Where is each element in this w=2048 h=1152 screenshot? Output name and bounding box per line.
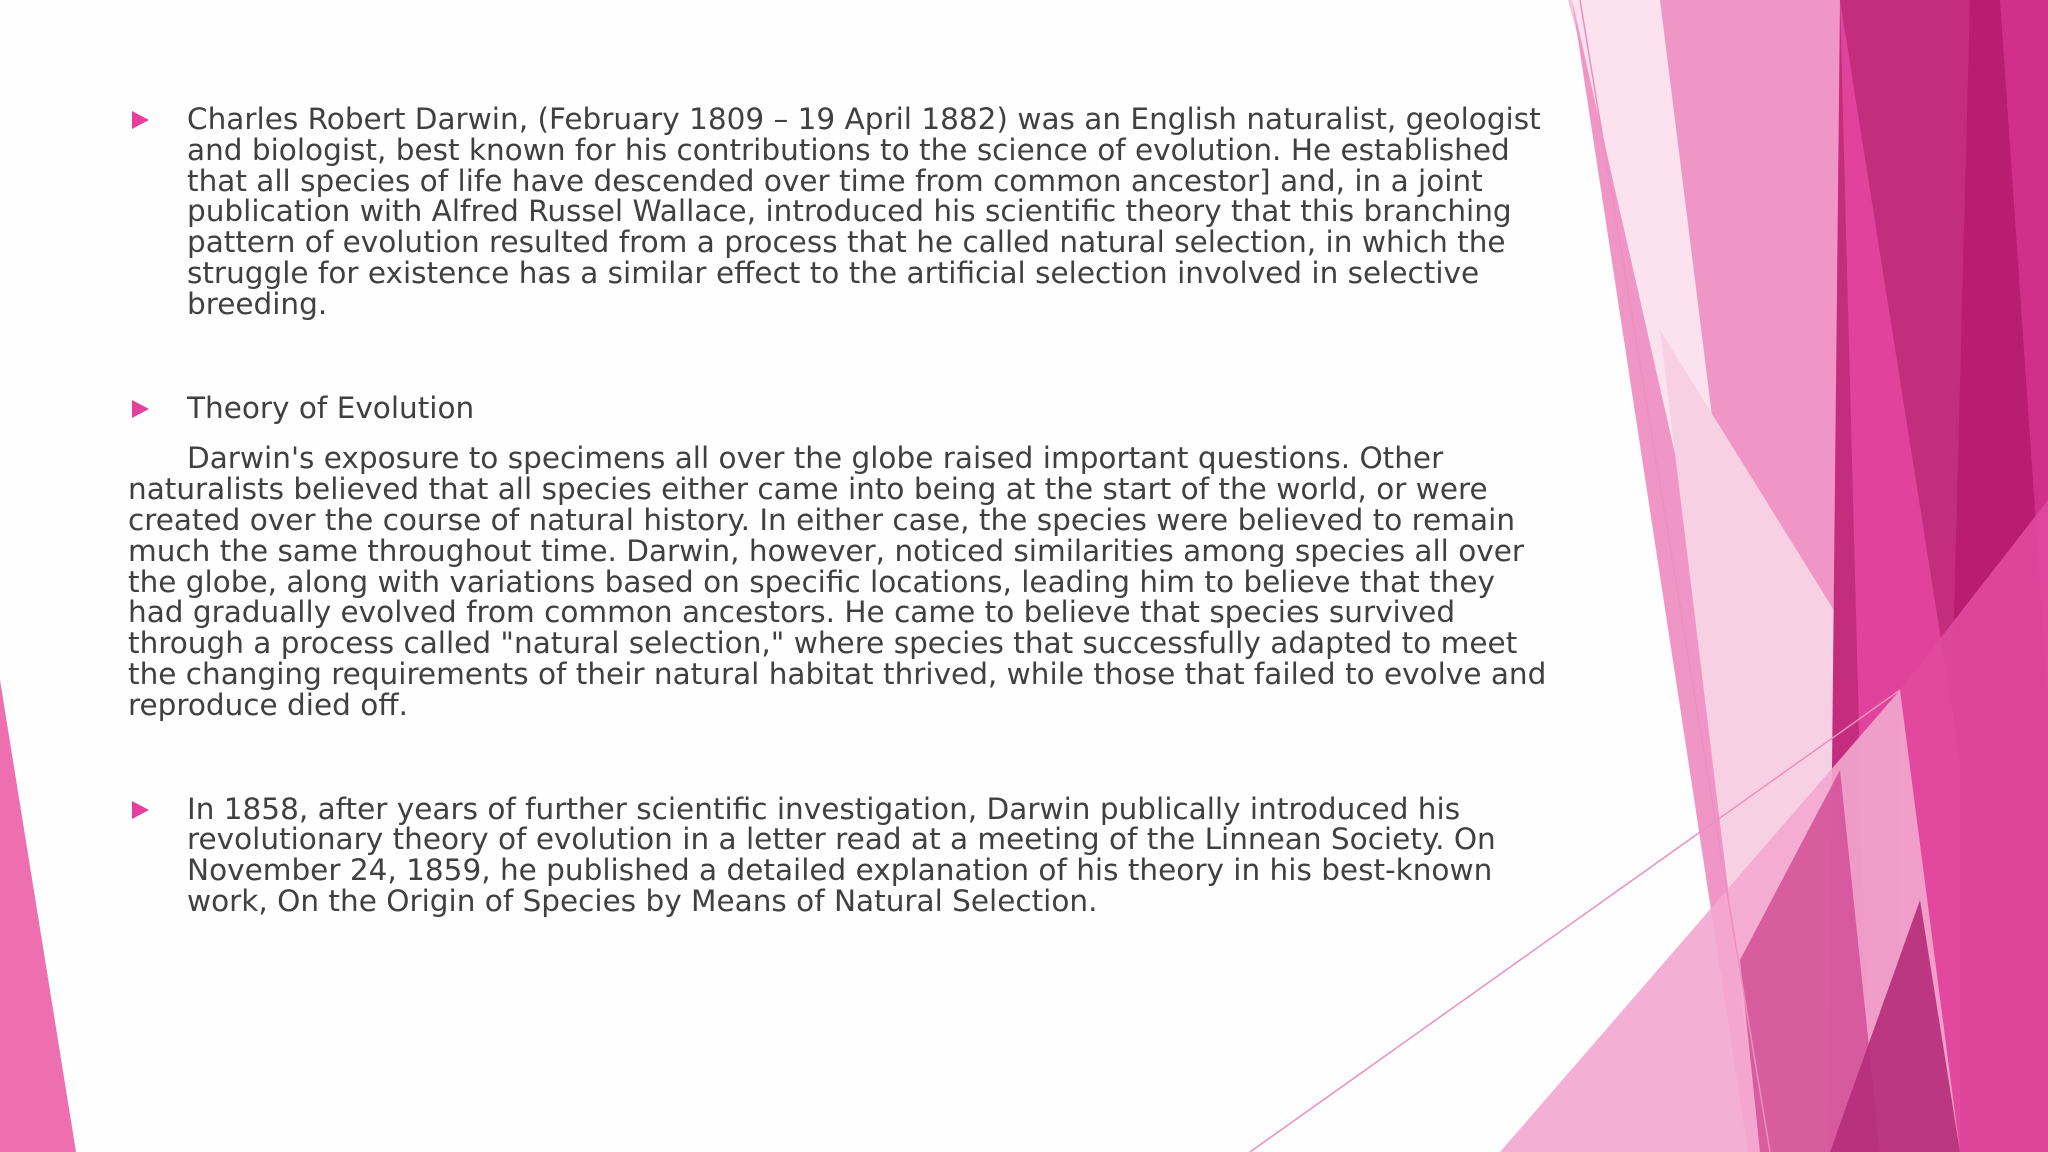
bullet-item-theory-heading <box>128 390 1548 425</box>
bullet-arrow-icon <box>132 801 149 819</box>
slide-content <box>128 100 1548 917</box>
bullet-arrow-icon <box>132 400 149 418</box>
bullet-text: Charles Robert Darwin, (February 1809 – 19 April 1882) was an English naturalist, geologist and biologist, best known for his contributions to the science of evolution. He established that all species of life have descended over time from common ancestor] and, in a joint publication with Alfred Russel Wallace, introduced his scientific theory that this branching pattern of evolution resulted from a process that he called natural selection, in which the struggle for existence has a similar effect to the artificial selection involved in selective breeding. <box>187 102 1541 321</box>
bullet-text: In 1858, after years of further scientific investigation, Darwin publically introduced his revolutionary theory of evolution in a letter read at a meeting of the Linnean Society. On November 24, 1859, he published a detailed explanation of his theory in his best-known work, On the Origin of Species by Means of Natural Selection. <box>187 791 1496 918</box>
theory-paragraph: Darwin's exposure to specimens all over the globe raised important questions. Other naturalists believed that all species either came into being at the start of the world, or were created over the course of natural history. In either case, the species were believed to remain much the same throughout time. Darwin, however, noticed similarities among species all over the globe, along with variations based on specific locations, leading him to believe that they had gradually evolved from common ancestors. He came to believe that species survived through a process called "natural selection," where species that successfully adapted to meet the changing requirements of their natural habitat thrived, while those that failed to evolve and reproduce died off. <box>128 441 1547 722</box>
bullet-text: Theory of Evolution <box>187 390 475 425</box>
bullet-item-darwin-bio <box>128 104 1548 320</box>
bullet-item-origin-of-species <box>128 791 1548 918</box>
bullet-arrow-icon <box>132 111 149 129</box>
